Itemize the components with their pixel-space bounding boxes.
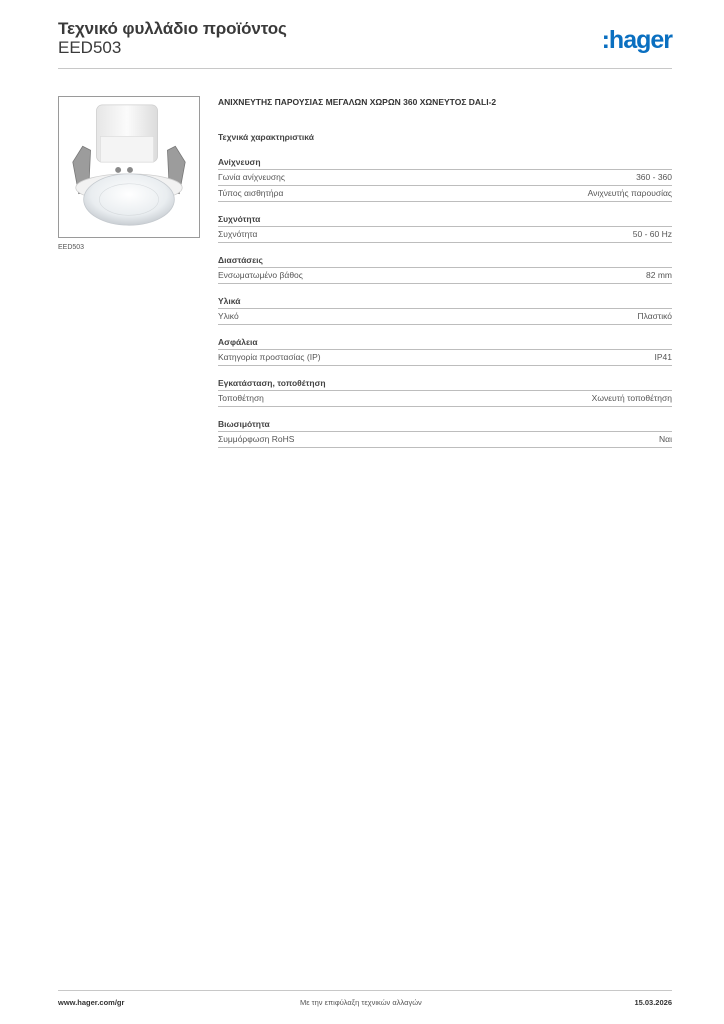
footer-website-link[interactable]: www.hager.com/gr: [58, 998, 125, 1007]
footer-note: Με την επιφύλαξη τεχνικών αλλαγών: [300, 998, 422, 1007]
spec-row: [218, 431, 672, 448]
spec-label: Κατηγορία προστασίας (IP): [218, 352, 321, 362]
spec-value: Ανιχνευτής παρουσίας: [587, 188, 672, 198]
spec-rows: [218, 267, 672, 284]
spec-row: [218, 267, 672, 284]
spec-rows: [218, 226, 672, 243]
spec-group: [218, 296, 672, 325]
spec-value: Πλαστικό: [637, 311, 672, 321]
spec-group: [218, 337, 672, 366]
spec-group: [218, 419, 672, 448]
spec-value: IP41: [654, 352, 672, 362]
spec-group: [218, 378, 672, 407]
presence-detector-image: [59, 97, 199, 237]
spec-rows: [218, 169, 672, 202]
spec-group-title: Ασφάλεια: [218, 337, 258, 347]
spec-row: [218, 169, 672, 185]
technical-specs: [218, 97, 672, 460]
spec-row: [218, 349, 672, 366]
spec-label: Τύπος αισθητήρα: [218, 188, 284, 198]
specs-section-title: Τεχνικά χαρακτηριστικά: [218, 132, 314, 142]
spec-row: [218, 308, 672, 325]
hager-logo[interactable]: :hager: [601, 26, 672, 54]
spec-group: [218, 255, 672, 284]
spec-group-title: Βιωσιμότητα: [218, 419, 270, 429]
spec-value: Χωνευτή τοποθέτηση: [591, 393, 672, 403]
product-name: ΑΝΙΧΝΕΥΤΗΣ ΠΑΡΟΥΣΙΑΣ ΜΕΓΑΛΩΝ ΧΩΡΩΝ 360 ΧΩΝΕΥΤΟΣ DALI-2: [218, 97, 497, 107]
spec-row: [218, 185, 672, 202]
spec-rows: [218, 431, 672, 448]
spec-group: [218, 157, 672, 202]
spec-rows: [218, 308, 672, 325]
footer-date: 15.03.2026: [634, 998, 672, 1007]
spec-value: 50 - 60 Hz: [632, 229, 672, 239]
header-divider: [58, 68, 672, 69]
spec-group-title: Υλικά: [218, 296, 241, 306]
spec-row: [218, 390, 672, 407]
spec-value: Ναι: [659, 434, 672, 444]
spec-rows: [218, 390, 672, 407]
document-title: Τεχνικό φυλλάδιο προϊόντος: [58, 19, 287, 38]
spec-label: Τοποθέτηση: [218, 393, 264, 403]
spec-group-title: Διαστάσεις: [218, 255, 263, 265]
spec-label: Γωνία ανίχνευσης: [218, 172, 286, 182]
spec-label: Ενσωματωμένο βάθος: [218, 270, 303, 280]
spec-group-title: Ανίχνευση: [218, 157, 261, 167]
spec-label: Συμμόρφωση RoHS: [218, 434, 295, 444]
spec-value: 360 - 360: [636, 172, 672, 182]
spec-row: [218, 226, 672, 243]
spec-group-title: Εγκατάσταση, τοποθέτηση: [218, 378, 326, 388]
spec-group: [218, 214, 672, 243]
product-code: EED503: [58, 38, 122, 57]
spec-label: Συχνότητα: [218, 229, 258, 239]
spec-rows: [218, 349, 672, 366]
spec-value: 82 mm: [646, 270, 672, 280]
spec-groups: [218, 157, 672, 448]
product-image: [58, 96, 200, 238]
spec-label: Υλικό: [218, 311, 239, 321]
product-image-caption: EED503: [58, 244, 85, 251]
spec-group-title: Συχνότητα: [218, 214, 261, 224]
footer-divider: [58, 990, 672, 991]
